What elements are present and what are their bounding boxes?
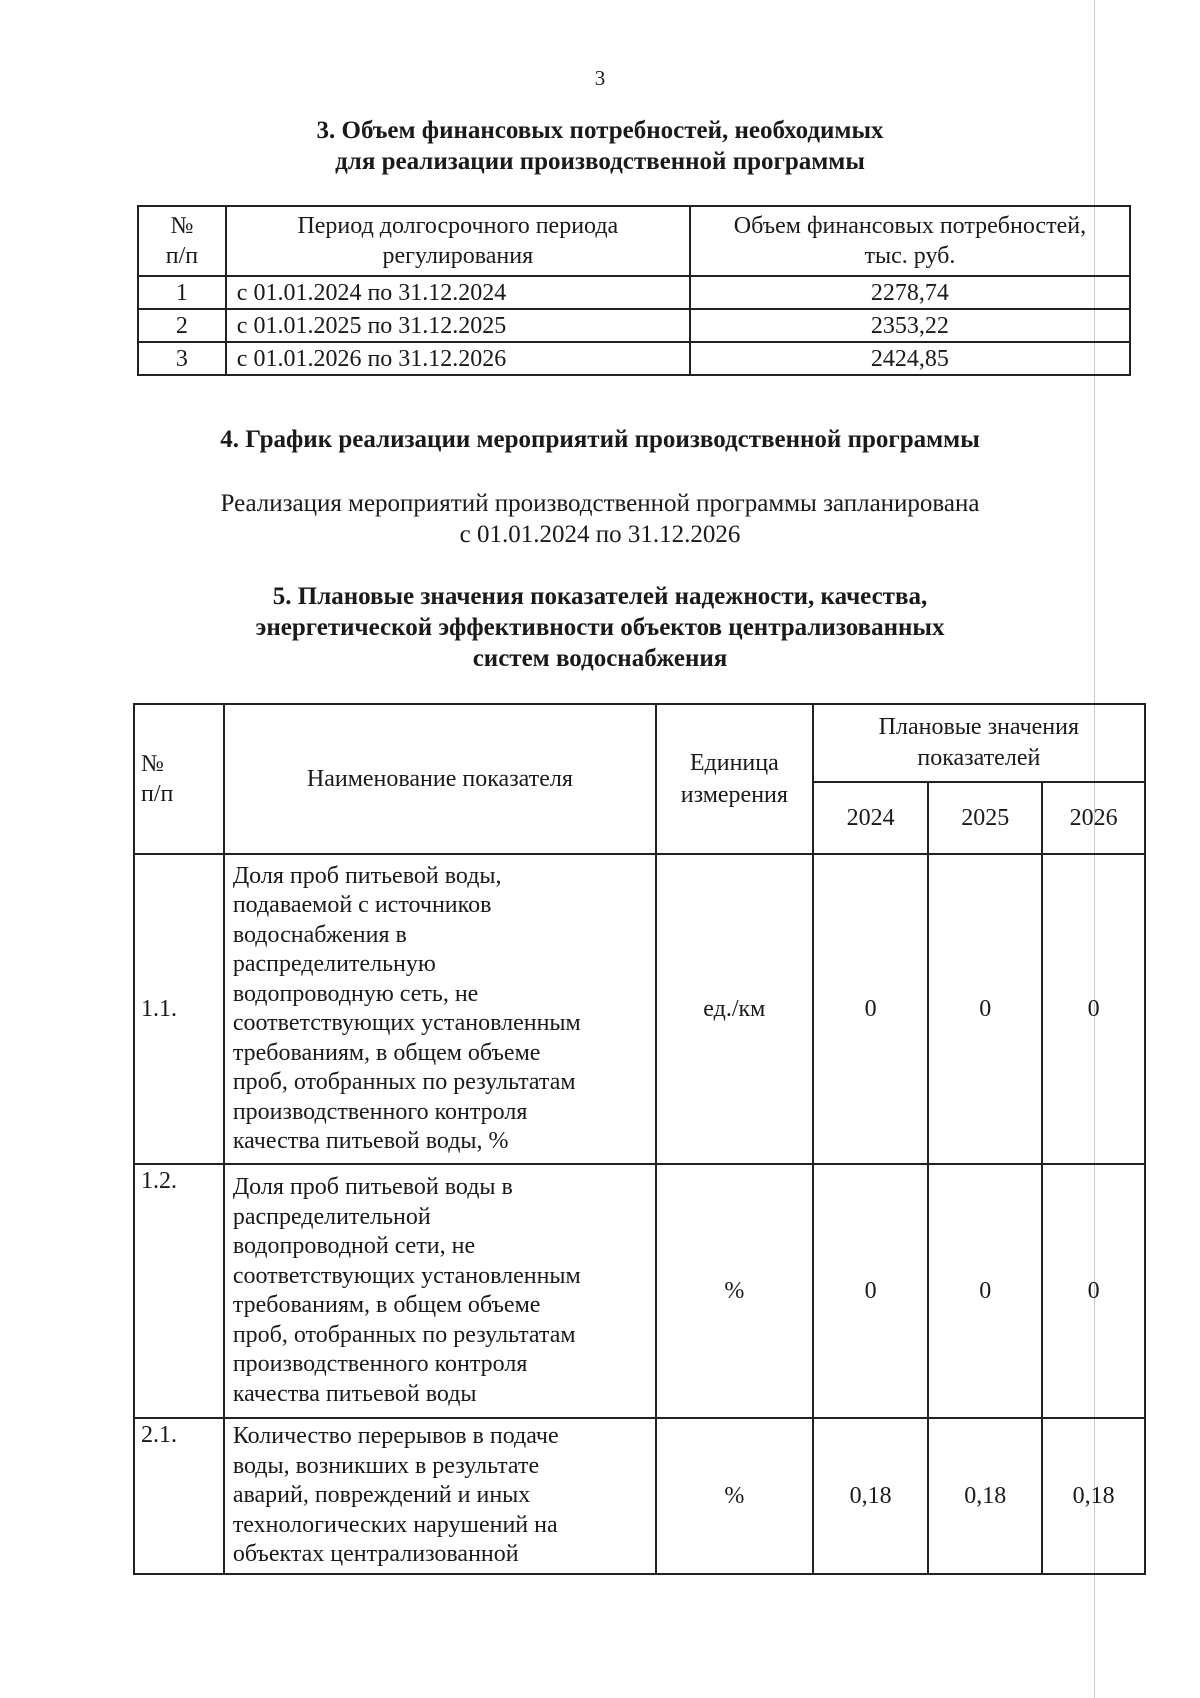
header-num: № п/п bbox=[138, 206, 226, 276]
table-row bbox=[138, 276, 1130, 309]
header-year-2024: 2024 bbox=[813, 782, 929, 854]
indicators-table bbox=[133, 703, 1146, 1575]
header-unit: Единица измерения bbox=[656, 704, 813, 854]
financial-needs-table bbox=[137, 205, 1131, 376]
row-indicator-name: Доля проб питьевой воды в распределительной водопроводной сети, не соответствующих установленным требованиям, в общем объеме проб, отобранных по результатам производственного контроля качества питьевой воды bbox=[224, 1164, 656, 1418]
row-value-2026: 0,18 bbox=[1042, 1418, 1145, 1574]
table-row bbox=[134, 854, 1145, 1164]
row-value-2026: 0 bbox=[1042, 854, 1145, 1164]
header-period: Период долгосрочного периода регулирования bbox=[226, 206, 690, 276]
section3-title-line1: 3. Объем финансовых потребностей, необходимых bbox=[316, 117, 884, 144]
section5-title-line3: систем водоснабжения bbox=[472, 645, 728, 672]
row-num: 3 bbox=[138, 342, 226, 375]
row-num: 1 bbox=[138, 276, 226, 309]
header-year-2026: 2026 bbox=[1042, 782, 1145, 854]
section5-title bbox=[0, 581, 1200, 674]
row-value-2024: 0,18 bbox=[813, 1418, 929, 1574]
row-value: 2278,74 bbox=[690, 276, 1130, 309]
row-value-2025: 0 bbox=[928, 854, 1042, 1164]
section5-title-line2: энергетической эффективности объектов централизованных bbox=[255, 614, 945, 641]
table-header-row bbox=[134, 704, 1145, 782]
row-period: с 01.01.2025 по 31.12.2025 bbox=[226, 309, 690, 342]
table-row bbox=[134, 1164, 1145, 1418]
header-indicator-name: Наименование показателя bbox=[224, 704, 656, 854]
section3-title-line2: для реализации производственной программы bbox=[335, 148, 865, 175]
table-row bbox=[138, 309, 1130, 342]
row-num: 1.1. bbox=[134, 854, 224, 1164]
table-row bbox=[138, 342, 1130, 375]
row-value-2024: 0 bbox=[813, 854, 929, 1164]
section5-title-line1: 5. Плановые значения показателей надежности, качества, bbox=[272, 583, 928, 610]
row-indicator-name: Количество перерывов в подаче воды, возникших в результате аварий, повреждений и иных технологических нарушений на объектах централизованной bbox=[224, 1418, 656, 1574]
row-num: 2.1. bbox=[134, 1418, 224, 1574]
section4-text-line2: с 01.01.2024 по 31.12.2026 bbox=[459, 521, 741, 548]
header-year-2025: 2025 bbox=[928, 782, 1042, 854]
row-value: 2424,85 bbox=[690, 342, 1130, 375]
row-period: с 01.01.2026 по 31.12.2026 bbox=[226, 342, 690, 375]
table-header-row bbox=[138, 206, 1130, 276]
row-indicator-name: Доля проб питьевой воды, подаваемой с источников водоснабжения в распределительную водопроводную сеть, не соответствующих установленным требованиям, в общем объеме проб, отобранных по результатам производственного контроля качества питьевой воды, % bbox=[224, 854, 656, 1164]
header-volume: Объем финансовых потребностей, тыс. руб. bbox=[690, 206, 1130, 276]
row-unit: % bbox=[656, 1164, 813, 1418]
header-plan-values: Плановые значения показателей bbox=[813, 704, 1145, 782]
section4-text bbox=[0, 488, 1200, 550]
row-value-2024: 0 bbox=[813, 1164, 929, 1418]
row-num: 1.2. bbox=[134, 1164, 224, 1418]
row-unit: ед./км bbox=[656, 854, 813, 1164]
page-number: 3 bbox=[594, 66, 606, 90]
table-row bbox=[134, 1418, 1145, 1574]
row-value-2026: 0 bbox=[1042, 1164, 1145, 1418]
row-value-2025: 0,18 bbox=[928, 1418, 1042, 1574]
row-period: с 01.01.2024 по 31.12.2024 bbox=[226, 276, 690, 309]
header-num: № п/п bbox=[134, 704, 224, 854]
section3-title bbox=[0, 115, 1200, 177]
row-num: 2 bbox=[138, 309, 226, 342]
row-value-2025: 0 bbox=[928, 1164, 1042, 1418]
row-value: 2353,22 bbox=[690, 309, 1130, 342]
section4-text-line1: Реализация мероприятий производственной программы запланирована bbox=[220, 490, 980, 517]
section4-title: 4. График реализации мероприятий производственной программы bbox=[220, 426, 980, 453]
row-unit: % bbox=[656, 1418, 813, 1574]
